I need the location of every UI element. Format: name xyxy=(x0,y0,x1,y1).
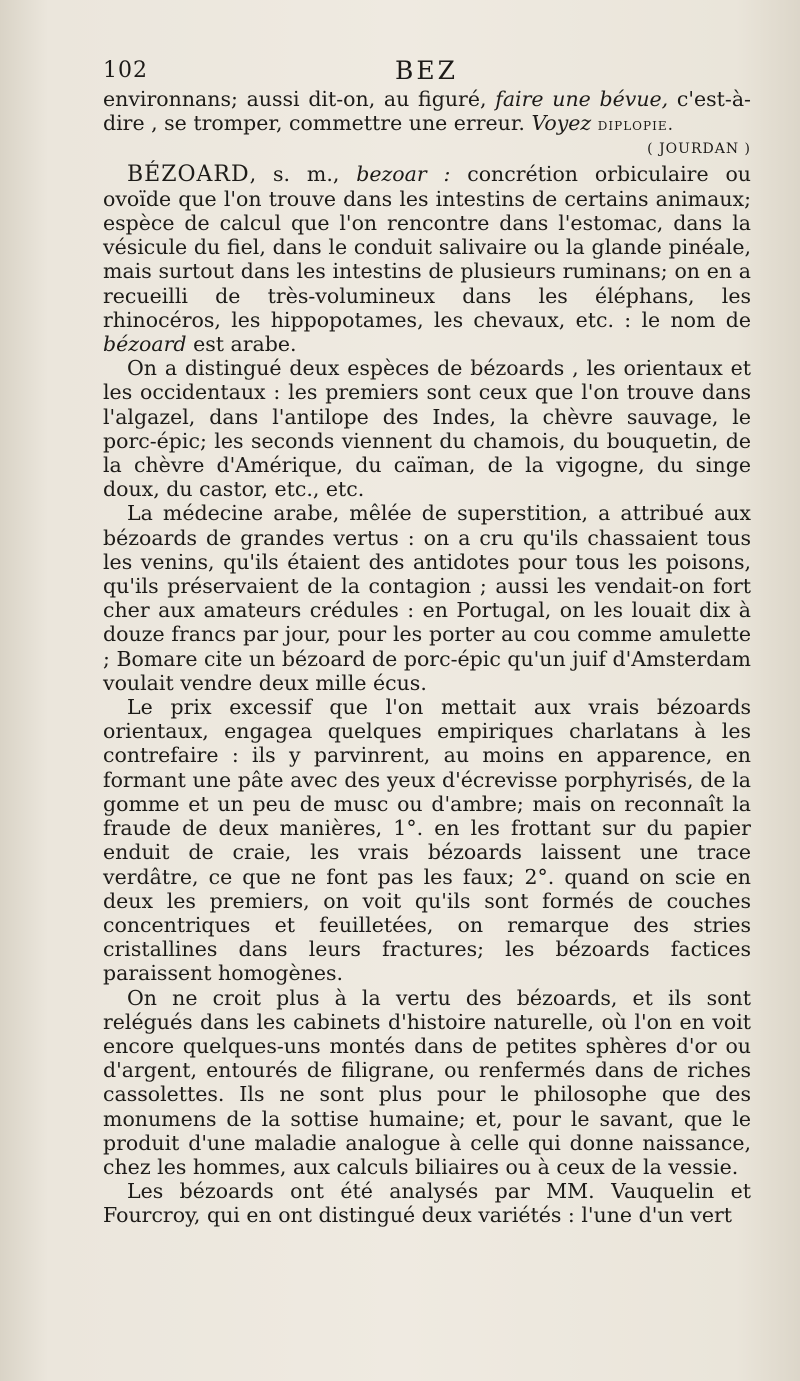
paragraph-continuation: environnans; aussi dit-on, au figuré, faire une bévue, c'est-à-dire , se tromper, commettre une erreur. Voyez diplopie. xyxy=(103,87,751,136)
headword: BÉZOARD xyxy=(127,161,250,187)
paragraph: Les bézoards ont été analysés par MM. Vauquelin et Fourcroy, qui en ont distingué deux variétés : l'une d'un vert xyxy=(103,1179,751,1228)
running-head: BEZ xyxy=(395,56,458,85)
page-number: 102 xyxy=(103,58,148,83)
paragraph: On a distingué deux espèces de bézoards , les orientaux et les occidentaux : les premiers sont ceux que l'on trouve dans l'algazel, dans l'antilope des Indes, la chèvre sauvage, le porc-épic; les seconds viennent du chamois, du bouquetin, de la chèvre d'Amérique, du caïman, de la vigogne, du singe doux, du castor, etc., etc. xyxy=(103,356,751,502)
body-text xyxy=(103,87,751,1228)
paragraph: Le prix excessif que l'on mettait aux vrais bézoards orientaux, engagea quelques empiriques charlatans à les contrefaire : ils y parvinrent, au moins en apparence, en formant une pâte avec des yeux d'écrevisse porphyrisés, de la gomme et un peu de musc ou d'ambre; mais on reconnaît la fraude de deux manières, 1°. en les frottant sur du papier enduit de craie, les vrais bézoards laissent une trace verdâtre, ce que ne font pas les faux; 2°. quand on scie en deux les premiers, on voit qu'ils sont formés de couches concentriques et feuilletées, on remarque des stries cristallines dans leurs fractures; les bézoards factices paraissent homogènes. xyxy=(103,695,751,986)
author-signature: ( JOURDAN ) xyxy=(647,141,751,158)
entry-bezoard: BÉZOARD, s. m., bezoar : concrétion orbiculaire ou ovoïde que l'on trouve dans les intestins de certains animaux; espèce de calcul que l'on rencontre dans l'estomac, dans la vésicule du fiel, dans le conduit salivaire ou la glande pinéale, mais surtout dans les intestins de plusieurs ruminans; on en a recueilli de très-volumineux dans les éléphans, les rhinocéros, les hippopotames, les chevaux, etc. : le nom de bézoard est arabe. xyxy=(103,161,751,357)
page-header xyxy=(103,58,752,88)
cross-reference: diplopie. xyxy=(597,115,674,136)
paragraph: La médecine arabe, mêlée de superstition, a attribué aux bézoards de grandes vertus : on a cru qu'ils chassaient tous les venins, qu'ils étaient des antidotes pour tous les poisons, qu'ils préservaient de la contagion ; aussi les vendait-on fort cher aux amateurs crédules : en Portugal, on les louait dix à douze francs par jour, pour les porter au cou comme amulette ; Bomare cite un bézoard de porc-épic qu'un juif d'Amsterdam voulait vendre deux mille écus. xyxy=(103,501,751,695)
paragraph: On ne croit plus à la vertu des bézoards, et ils sont relégués dans les cabinets d'histoire naturelle, où l'on en voit encore quelques-uns montés dans de petites sphères d'or ou d'argent, entourés de filigrane, ou renfermés dans de riches cassolettes. Ils ne sont plus pour le philosophe que des monumens de la sottise humaine; et, pour le savant, que le produit d'une maladie analogue à celle qui donne naissance, chez les hommes, aux calculs biliaires ou à ceux de la vessie. xyxy=(103,985,751,1179)
